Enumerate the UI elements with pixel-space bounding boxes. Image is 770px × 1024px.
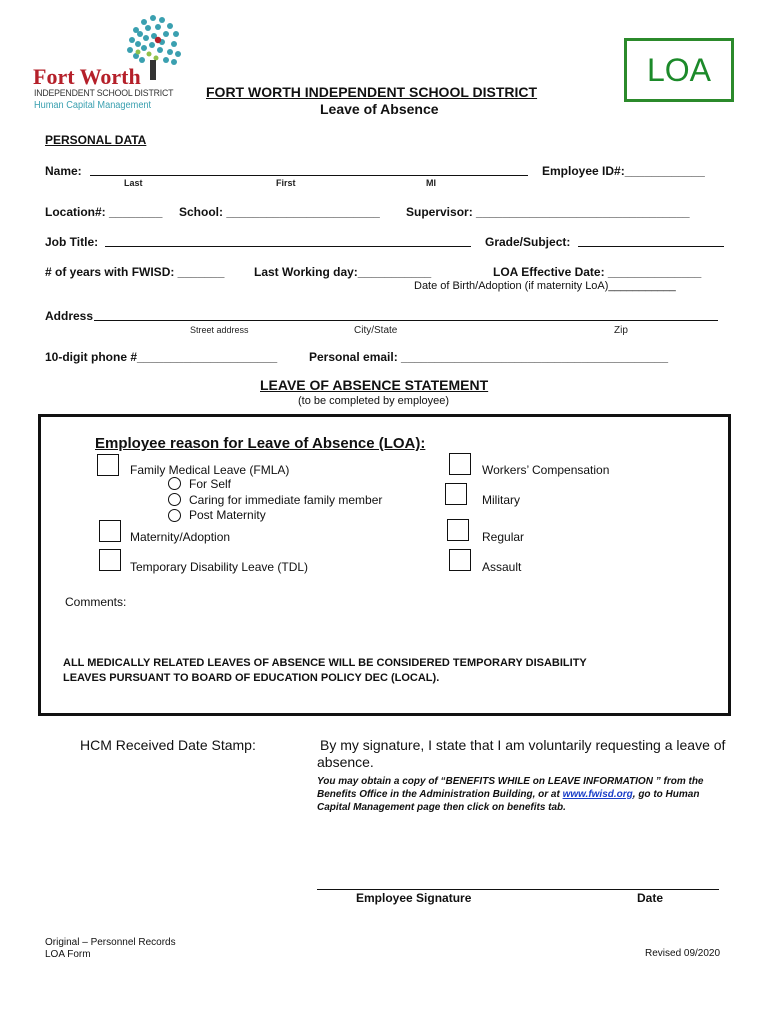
loa-badge: LOA <box>624 38 734 102</box>
logo-department: Human Capital Management <box>34 100 152 111</box>
benefits-line3: Capital Management page then click on benefits tab. <box>317 802 566 813</box>
regular-checkbox[interactable] <box>447 519 469 541</box>
location-field[interactable]: Location#: ________ <box>45 205 163 219</box>
caring-radio[interactable] <box>168 493 181 506</box>
comments-label: Comments: <box>65 595 127 609</box>
benefits-line2 <box>317 789 699 800</box>
for-self-label: For Self <box>189 477 232 491</box>
last-sublabel: Last <box>124 178 143 188</box>
signature-statement-line1: By my signature, I state that I am voluntarily requesting a leave of <box>320 737 726 753</box>
statement-heading: LEAVE OF ABSENCE STATEMENT <box>260 377 489 393</box>
assault-checkbox[interactable] <box>449 549 471 571</box>
fwisd-link[interactable]: www.fwisd.org <box>562 789 633 800</box>
benefits-line2-text: Benefits Office in the Administration Building, or at <box>317 789 563 800</box>
fmla-checkbox[interactable] <box>97 454 119 476</box>
benefits-line1: You may obtain a copy of “BENEFITS WHILE on LEAVE INFORMATION ” from the <box>317 776 704 787</box>
phone-field[interactable]: 10-digit phone #_____________________ <box>45 350 278 364</box>
fmla-label: Family Medical Leave (FMLA) <box>130 463 290 477</box>
job-title-label: Job Title: <box>45 235 99 249</box>
medical-notice-line2: LEAVES PURSUANT TO BOARD OF EDUCATION POLICY DEC (LOCAL). <box>63 672 440 684</box>
address-field[interactable] <box>94 308 718 321</box>
tdl-label: Temporary Disability Leave (TDL) <box>130 560 309 574</box>
years-field[interactable]: # of years with FWISD: _______ <box>45 265 225 279</box>
regular-label: Regular <box>482 530 525 544</box>
loa-effective-date-field[interactable]: LOA Effective Date: ______________ <box>493 265 702 279</box>
grade-subject-label: Grade/Subject: <box>485 235 571 249</box>
section-personal-data: PERSONAL DATA <box>45 133 147 147</box>
original-records: Original – Personnel Records <box>45 937 176 948</box>
last-working-day-field[interactable]: Last Working day:___________ <box>254 265 432 279</box>
email-field[interactable]: Personal email: ________________________________________ <box>309 350 668 364</box>
city-state-sublabel: City/State <box>354 325 398 336</box>
benefits-line2-end: , go to Human <box>632 789 700 800</box>
signature-statement-line2: absence. <box>317 754 374 770</box>
zip-sublabel: Zip <box>614 325 628 336</box>
first-sublabel: First <box>276 178 296 188</box>
for-self-radio[interactable] <box>168 477 181 490</box>
page-subtitle: Leave of Absence <box>320 101 439 117</box>
street-sublabel: Street address <box>190 325 249 335</box>
signature-line[interactable] <box>317 878 719 890</box>
logo-district: INDEPENDENT SCHOOL DISTRICT <box>34 88 174 99</box>
military-checkbox[interactable] <box>445 483 467 505</box>
name-label: Name: <box>45 164 82 178</box>
post-maternity-label: Post Maternity <box>189 508 266 522</box>
employee-signature-label: Employee Signature <box>356 891 472 905</box>
grade-subject-field[interactable] <box>578 233 724 247</box>
supervisor-field[interactable]: Supervisor: ________________________________ <box>406 205 690 219</box>
page-title: FORT WORTH INDEPENDENT SCHOOL DISTRICT <box>206 84 538 100</box>
statement-box <box>38 414 731 716</box>
mi-sublabel: MI <box>426 178 436 188</box>
maternity-label: Maternity/Adoption <box>130 530 231 544</box>
caring-label: Caring for immediate family member <box>189 493 383 507</box>
post-maternity-radio[interactable] <box>168 509 181 522</box>
form-name: LOA Form <box>45 949 91 960</box>
name-field[interactable] <box>90 162 528 176</box>
workers-comp-checkbox[interactable] <box>449 453 471 475</box>
dob-field[interactable]: Date of Birth/Adoption (if maternity LoA)___________ <box>414 280 676 292</box>
job-title-field[interactable] <box>105 233 471 247</box>
tdl-checkbox[interactable] <box>99 549 121 571</box>
maternity-checkbox[interactable] <box>99 520 121 542</box>
revised-date: Revised 09/2020 <box>645 948 721 959</box>
statement-note: (to be completed by employee) <box>298 395 450 407</box>
hcm-stamp-label: HCM Received Date Stamp: <box>80 737 256 753</box>
logo-name: Fort Worth <box>33 64 141 89</box>
workers-comp-label: Workers’ Compensation <box>482 463 610 477</box>
address-label: Address <box>45 309 94 323</box>
employee-id-field[interactable]: Employee ID#:____________ <box>542 164 705 178</box>
reason-title: Employee reason for Leave of Absence (LOA): <box>95 435 426 452</box>
military-label: Military <box>482 493 520 507</box>
assault-label: Assault <box>482 560 522 574</box>
date-label: Date <box>637 891 664 905</box>
school-field[interactable]: School: _______________________ <box>179 205 380 219</box>
medical-notice-line1: ALL MEDICALLY RELATED LEAVES OF ABSENCE WILL BE CONSIDERED TEMPORARY DISABILITY <box>63 657 587 669</box>
